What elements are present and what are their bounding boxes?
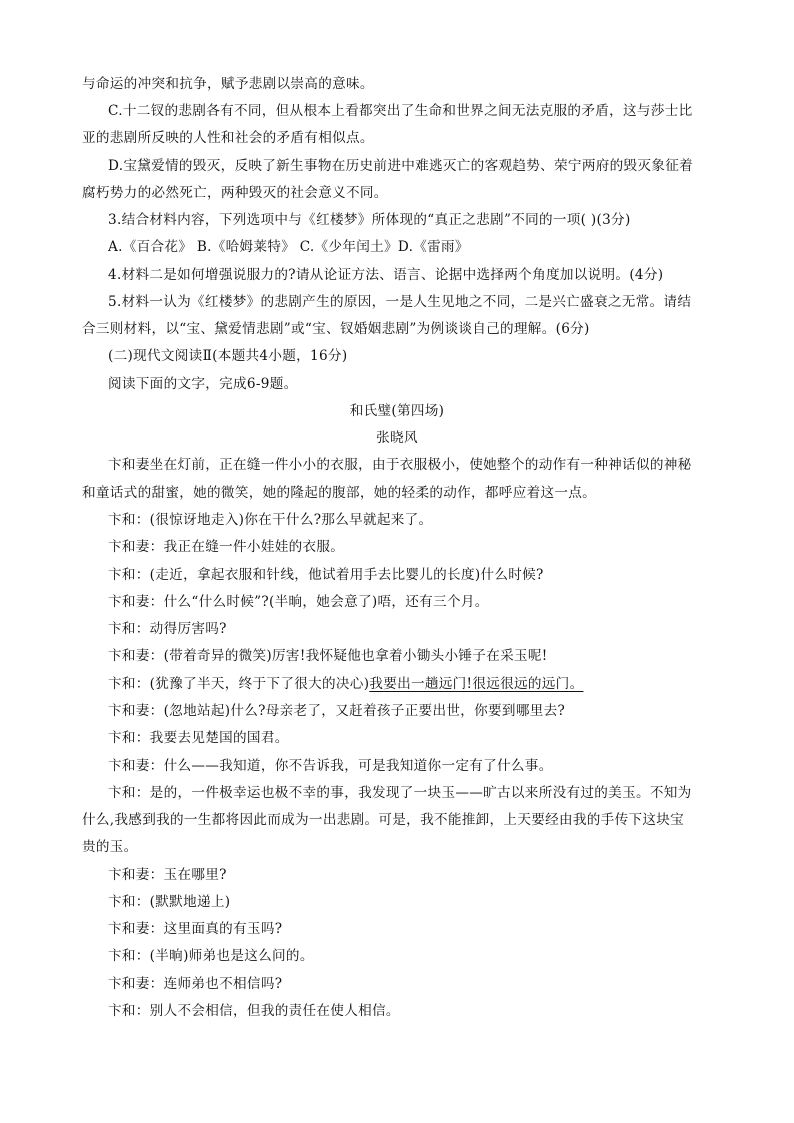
text-line: 贵的玉。 [82, 839, 138, 855]
reading-instruction: 阅读下面的文字，完成6-9题。 [108, 376, 298, 392]
dialogue-line: 卞和妻：什么——我知道，你不告诉我，可是我知道你一定有了什么事。 [108, 758, 553, 774]
dialogue-line: 卞和：动得厉害吗? [108, 621, 227, 637]
dialogue-line: 卞和妻：(带着奇异的微笑)厉害!我怀疑他也拿着小锄头小锤子在采玉呢! [108, 648, 548, 664]
passage-title: 和氏璧(第四场) [349, 403, 445, 419]
option-d-line: D.宝黛爱情的毁灭，反映了新生事物在历史前进中难逃灭亡的客观趋势、荣宁两府的毁灭象征着 [108, 158, 693, 174]
question-3: 3.结合材料内容，下列选项中与《红楼梦》所体现的“真正之悲剧”不同的一项( )(3分) [108, 212, 631, 228]
passage-author: 张晓风 [376, 430, 418, 446]
dialogue-direction: 卞和：(犹豫了半天，终于下了很大的决心) [108, 676, 370, 692]
dialogue-line: 卞和：(很惊讶地走入)你在干什么?那么早就起来了。 [108, 512, 433, 528]
text-line: 什么,我感到我的一生都将因此而成为一出悲剧。可是，我不能推卸，上天要经由我的手传下这块宝 [82, 812, 685, 828]
dialogue-line: 卞和：(走近，拿起衣服和针线，他试着用手去比婴儿的长度)什么时候? [108, 567, 544, 583]
option-c-line: C.十二钗的悲剧各有不同，但从根本上看都突出了生命和世界之间无法克服的矛盾，这与莎士比 [108, 103, 693, 119]
text-line: 和童话式的甜蜜，她的微笑，她的隆起的腹部，她的轻柔的动作，都呼应着这一点。 [82, 485, 597, 501]
text-line: 合三则材料，以“宝、黛爱情悲剧”或“宝、钗婚姻悲剧”为例谈谈自己的理解。(6分) [82, 321, 590, 337]
section-heading: (二)现代文阅读Ⅱ(本题共4小题，16分) [108, 348, 348, 364]
dialogue-line: 卞和：是的，一件极幸运也极不幸的事，我发现了一块玉——旷古以来所没有过的美玉。不知为 [108, 785, 692, 801]
dialogue-line: 卞和妻：这里面真的有玉吗? [108, 921, 283, 937]
text-line: 亚的悲剧所反映的人性和社会的矛盾有相似点。 [82, 130, 374, 146]
dialogue-line: 卞和：(半晌)师弟也是这么问的。 [108, 948, 314, 964]
stage-direction: 卞和妻坐在灯前，正在缝一件小小的衣服，由于衣服极小，使她整个的动作有一种神话似的神秘 [108, 457, 692, 473]
dialogue-line: 卞和：别人不会相信，但我的责任在使人相信。 [108, 1003, 400, 1019]
text-line: 与命运的冲突和抗争，赋予悲剧以崇高的意味。 [82, 76, 374, 92]
dialogue-line: 卞和妻：我正在缝一件小娃娃的衣服。 [108, 539, 345, 555]
question-3-options: A.《百合花》 B.《哈姆莱特》 C.《少年闰土》D.《雷雨》 [108, 239, 469, 255]
question-5: 5.材料一认为《红楼梦》的悲剧产生的原因，一是人生见地之不同，二是兴亡盛衰之无常。请结 [108, 294, 692, 310]
dialogue-line: 卞和：(默默地递上) [108, 894, 231, 910]
dialogue-line: 卞和妻：(忽地站起)什么?母亲老了，又赶着孩子正要出世，你要到哪里去? [108, 703, 566, 719]
text-line: 腐朽势力的必然死亡，两种毁灭的社会意义不同。 [82, 185, 388, 201]
dialogue-line: 卞和妻：玉在哪里? [108, 867, 227, 883]
dialogue-line: 卞和：我要去见楚国的国君。 [108, 730, 289, 746]
dialogue-line: 卞和妻：什么“什么时候”?(半晌，她会意了)唔，还有三个月。 [108, 594, 489, 610]
dialogue-line [108, 675, 748, 693]
dialogue-line: 卞和妻：连师弟也不相信吗? [108, 976, 283, 992]
question-4: 4.材料二是如何增强说服力的?请从论证方法、语言、论据中选择两个角度加以说明。(4分) [108, 267, 664, 283]
underlined-sentence: 我要出一趟远门!很远很远的远门。 [369, 676, 584, 692]
